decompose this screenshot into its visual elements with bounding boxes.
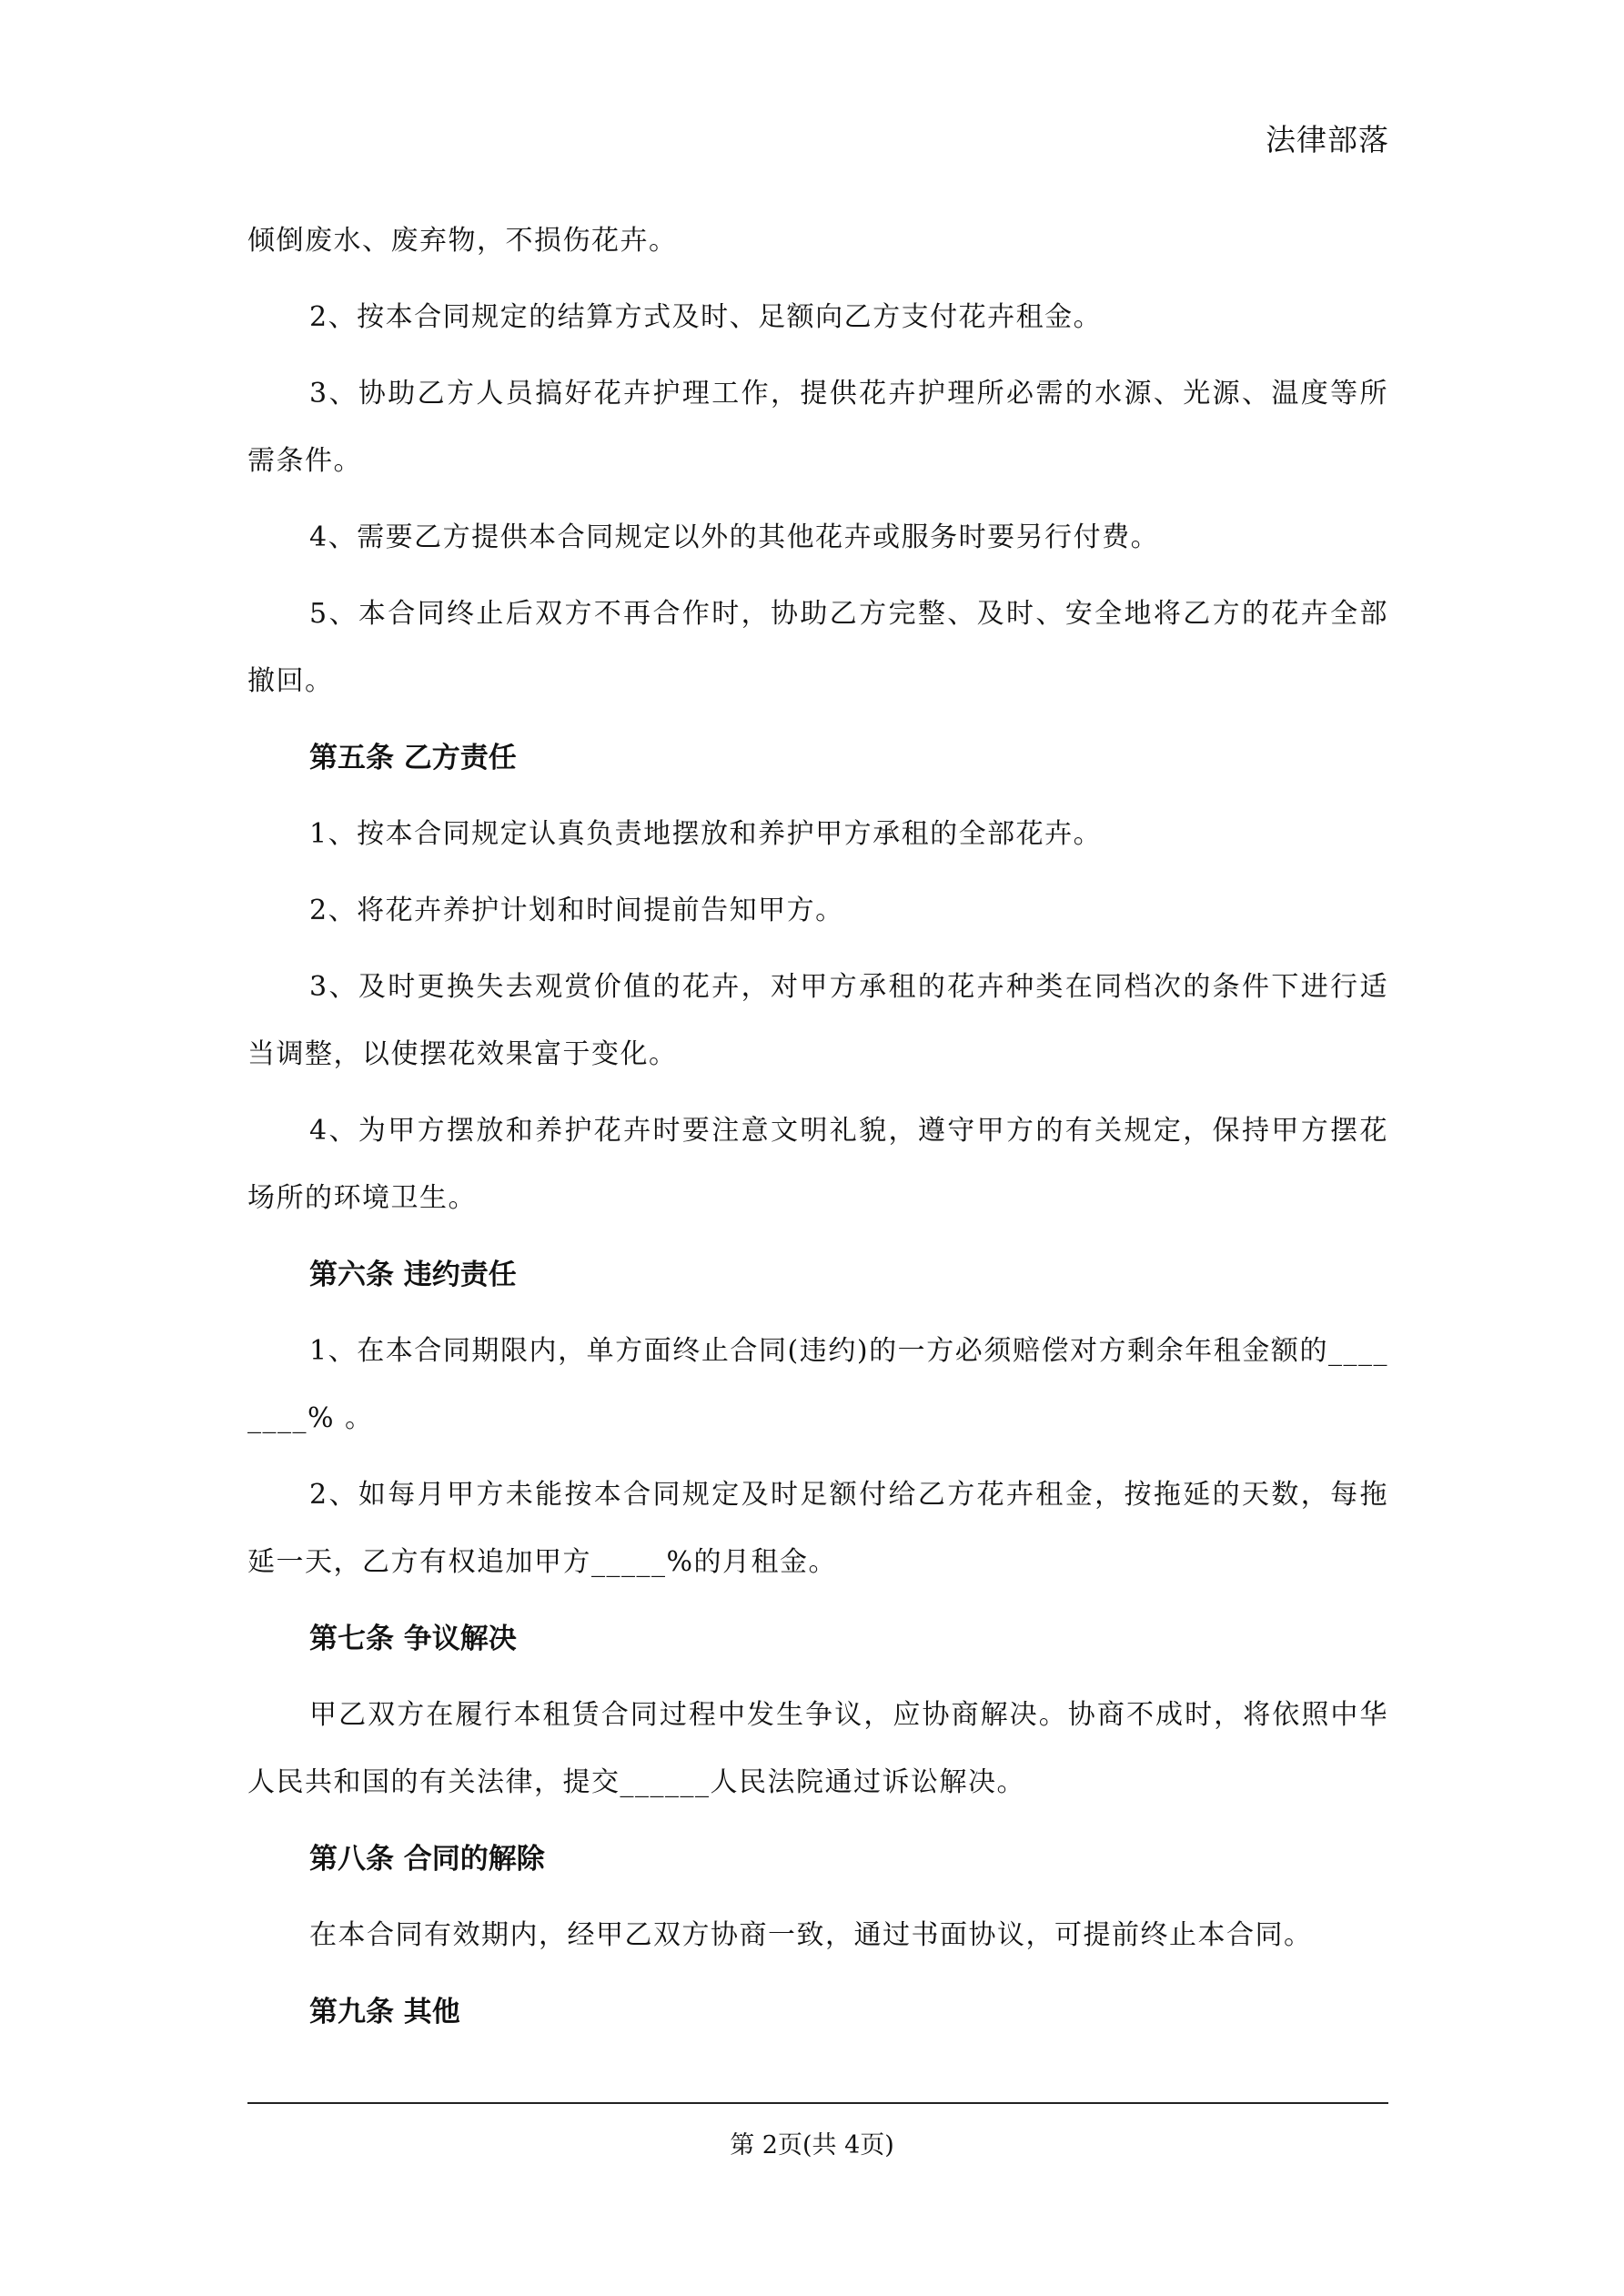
section-heading-6: 第六条 违约责任 [309,1259,517,1291]
paragraph-5: 5、本合同终止后双方不再合作时，协助乙方完整、及时、安全地将乙方的花卉全部撤回。 [247,598,1388,697]
section-heading-8: 第八条 合同的解除 [309,1843,545,1876]
paragraph-7: 2、将花卉养护计划和时间提前告知甲方。 [309,895,844,926]
paragraph-12: 甲乙双方在履行本租赁合同过程中发生争议，应协商解决。协商不成时，将依照中华人民共和国的有关法律，提交______人民法院通过诉讼解决。 [247,1699,1388,1798]
section-heading-9: 第九条 其他 [309,1996,460,2028]
section-heading-7: 第七条 争议解决 [309,1623,517,1655]
paragraph-2: 2、按本合同规定的结算方式及时、足额向乙方支付花卉租金。 [309,301,1103,333]
paragraph-13: 在本合同有效期内，经甲乙双方协商一致，通过书面协议，可提前终止本合同。 [309,1919,1313,1951]
paragraph-6: 1、按本合同规定认真负责地摆放和养护甲方承租的全部花卉。 [309,818,1103,850]
document-body [247,207,1388,2055]
paragraph-1: 倾倒废水、废弃物，不损伤花卉。 [247,225,678,257]
paragraph-8: 3、及时更换失去观赏价值的花卉，对甲方承租的花卉种类在同档次的条件下进行适当调整，以使摆花效果富于变化。 [247,971,1388,1070]
paragraph-10: 1、在本合同期限内，单方面终止合同(违约)的一方必须赔偿对方剩余年租金额的________% 。 [247,1335,1388,1434]
paragraph-11: 2、如每月甲方未能按本合同规定及时足额付给乙方花卉租金，按拖延的天数，每拖延一天，乙方有权追加甲方_____%的月租金。 [247,1479,1388,1578]
paragraph-3: 3、协助乙方人员搞好花卉护理工作，提供花卉护理所必需的水源、光源、温度等所需条件。 [247,378,1388,477]
paragraph-4: 4、需要乙方提供本合同规定以外的其他花卉或服务时要另行付费。 [309,521,1160,553]
footer-divider [247,2102,1388,2104]
page-number: 第 2页(共 4页) [730,2131,894,2159]
header-site-label: 法律部落 [1266,122,1389,157]
section-heading-5: 第五条 乙方责任 [309,742,517,774]
paragraph-9: 4、为甲方摆放和养护花卉时要注意文明礼貌，遵守甲方的有关规定，保持甲方摆花场所的环境卫生。 [247,1115,1388,1214]
